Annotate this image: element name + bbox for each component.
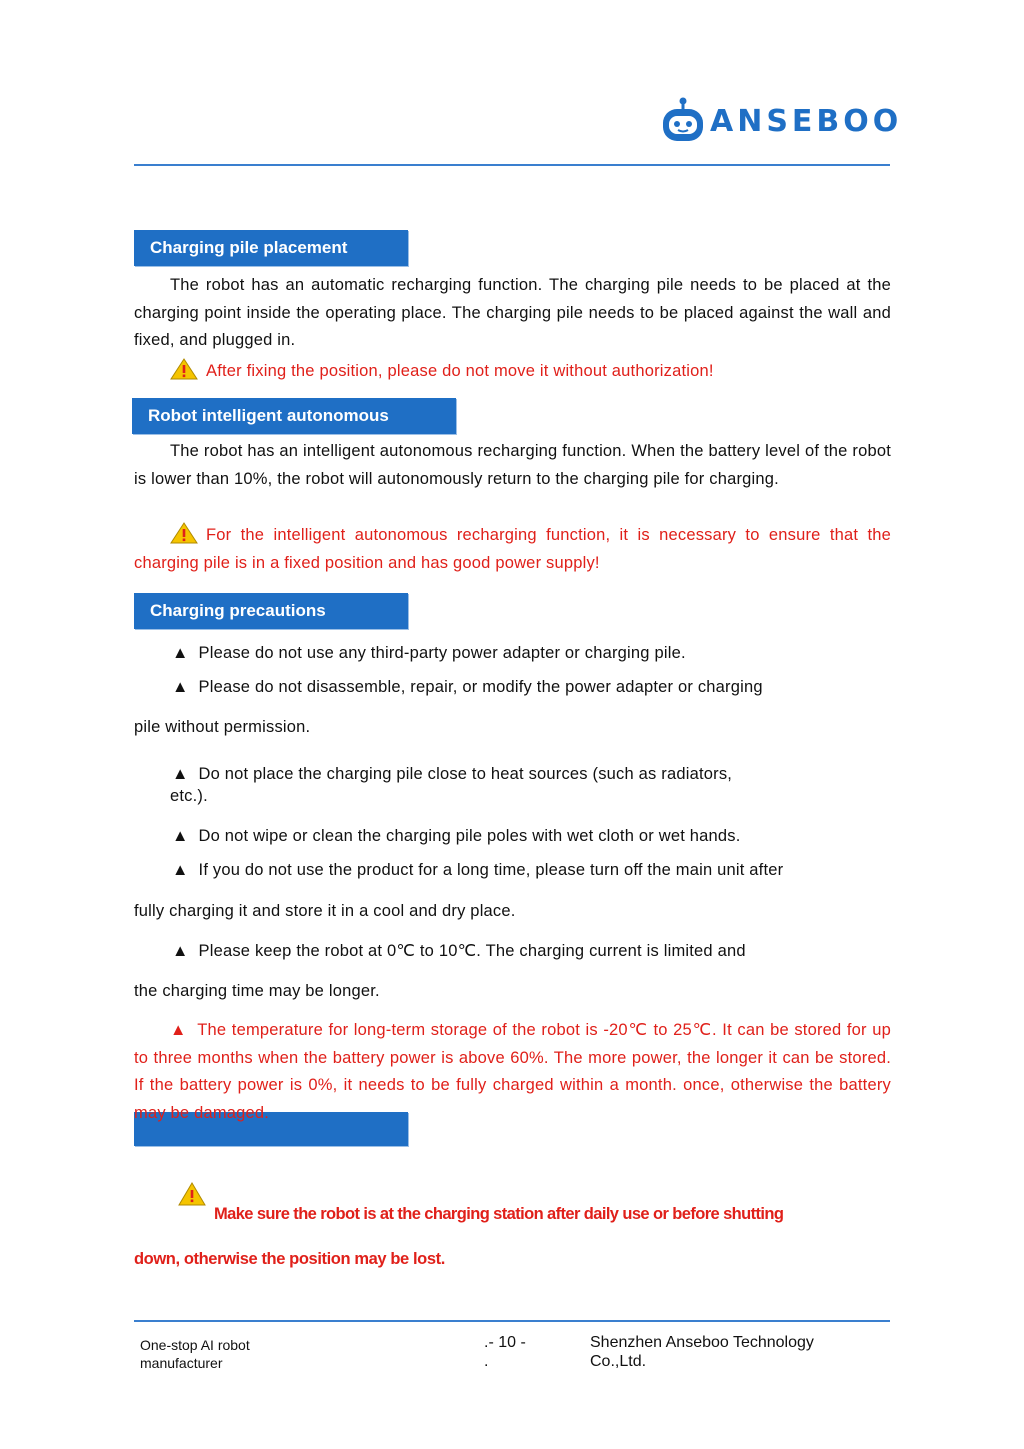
precaution-item-6 — [172, 940, 746, 962]
precaution-item-6-continued: the charging time may be longer. — [134, 982, 380, 1000]
placement-warning-text: After fixing the position, please do not move it without authorization! — [206, 362, 714, 380]
footer-tagline-line-1: One-stop AI robot — [140, 1337, 250, 1353]
triangle-bullet-icon: ▲ — [172, 861, 189, 879]
footer-company — [590, 1333, 814, 1371]
final-warning-line-1: Make sure the robot is at the charging station after daily use or before shutting — [214, 1205, 784, 1223]
company-logo — [660, 96, 902, 146]
precaution-item-1-text: Please do not use any third-party power adapter or charging pile. — [198, 644, 686, 662]
autonomous-paragraph: The robot has an intelligent autonomous recharging function. When the battery level of the robot is lower than 10%, the robot will autonomously return to the charging pile for charging. — [134, 442, 891, 488]
placement-warning — [170, 358, 714, 382]
page-number — [484, 1333, 526, 1371]
triangle-bullet-icon: ▲ — [172, 644, 189, 662]
page-number-line-1: .- 10 - — [484, 1334, 526, 1351]
warning-icon — [170, 522, 198, 544]
section-heading-autonomous: Robot intelligent autonomous — [132, 398, 456, 434]
footer-tagline-line-2: manufacturer — [140, 1355, 223, 1371]
warning-icon — [170, 358, 198, 380]
triangle-bullet-icon: ▲ — [172, 942, 189, 960]
precaution-item-1 — [172, 642, 686, 664]
final-warning-line-2: down, otherwise the position may be lost. — [134, 1250, 445, 1268]
precaution-item-6-text: Please keep the robot at 0℃ to 10℃. The charging current is limited and — [198, 942, 746, 960]
section-heading-placement: Charging pile placement — [134, 230, 408, 266]
triangle-bullet-icon: ▲ — [170, 1021, 188, 1039]
precaution-item-2 — [172, 676, 763, 698]
autonomous-warning — [134, 522, 891, 577]
precaution-item-5 — [172, 859, 783, 881]
precaution-item-4-text: Do not wipe or clean the charging pile poles with wet cloth or wet hands. — [198, 827, 741, 845]
footer-left — [140, 1336, 250, 1372]
precaution-item-3-continued: etc.). — [170, 787, 208, 805]
logo-text: ANSEBOO — [710, 103, 903, 139]
robot-head-icon — [660, 96, 706, 146]
precaution-item-4 — [172, 825, 741, 847]
autonomous-warning-text: For the intelligent autonomous recharging function, it is necessary to ensure that the charging pile is in a fixed position and has good power supply! — [134, 526, 891, 572]
precaution-item-5-text: If you do not use the product for a long time, please turn off the main unit after — [198, 861, 784, 879]
precaution-item-5-continued: fully charging it and store it in a cool and dry place. — [134, 902, 516, 920]
precaution-item-3 — [172, 763, 732, 785]
placement-paragraph: The robot has an automatic recharging function. The charging pile needs to be placed at the charging point inside the operating place. The charging pile needs to be placed against the wall and fixed, and plugged in. — [134, 276, 891, 349]
precaution-item-3-text: Do not place the charging pile close to heat sources (such as radiators, — [198, 765, 733, 783]
page-number-line-2: . — [484, 1353, 489, 1370]
precaution-item-2-text: Please do not disassemble, repair, or modify the power adapter or charging — [198, 678, 763, 696]
footer-company-line-1: Shenzhen Anseboo Technology — [590, 1334, 814, 1351]
section-heading-precautions: Charging precautions — [134, 593, 408, 629]
triangle-bullet-icon: ▲ — [172, 827, 189, 845]
footer-divider — [134, 1320, 890, 1322]
precaution-item-2-continued: pile without permission. — [134, 718, 311, 736]
header-divider — [134, 164, 890, 166]
triangle-bullet-icon: ▲ — [172, 678, 189, 696]
warning-icon — [178, 1182, 206, 1206]
footer-company-line-2: Co.,Ltd. — [590, 1353, 647, 1370]
precaution-item-7-text: The temperature for long-term storage of the robot is -20℃ to 25℃. It can be stored for up to three months when the battery power is above 60%. The more power, the longer it can be stored. If the battery power is 0%, it needs to be fully charged within a month. once, otherwise the battery may be damaged. — [134, 1021, 891, 1122]
triangle-bullet-icon: ▲ — [172, 765, 189, 783]
precaution-item-7 — [134, 1017, 891, 1127]
